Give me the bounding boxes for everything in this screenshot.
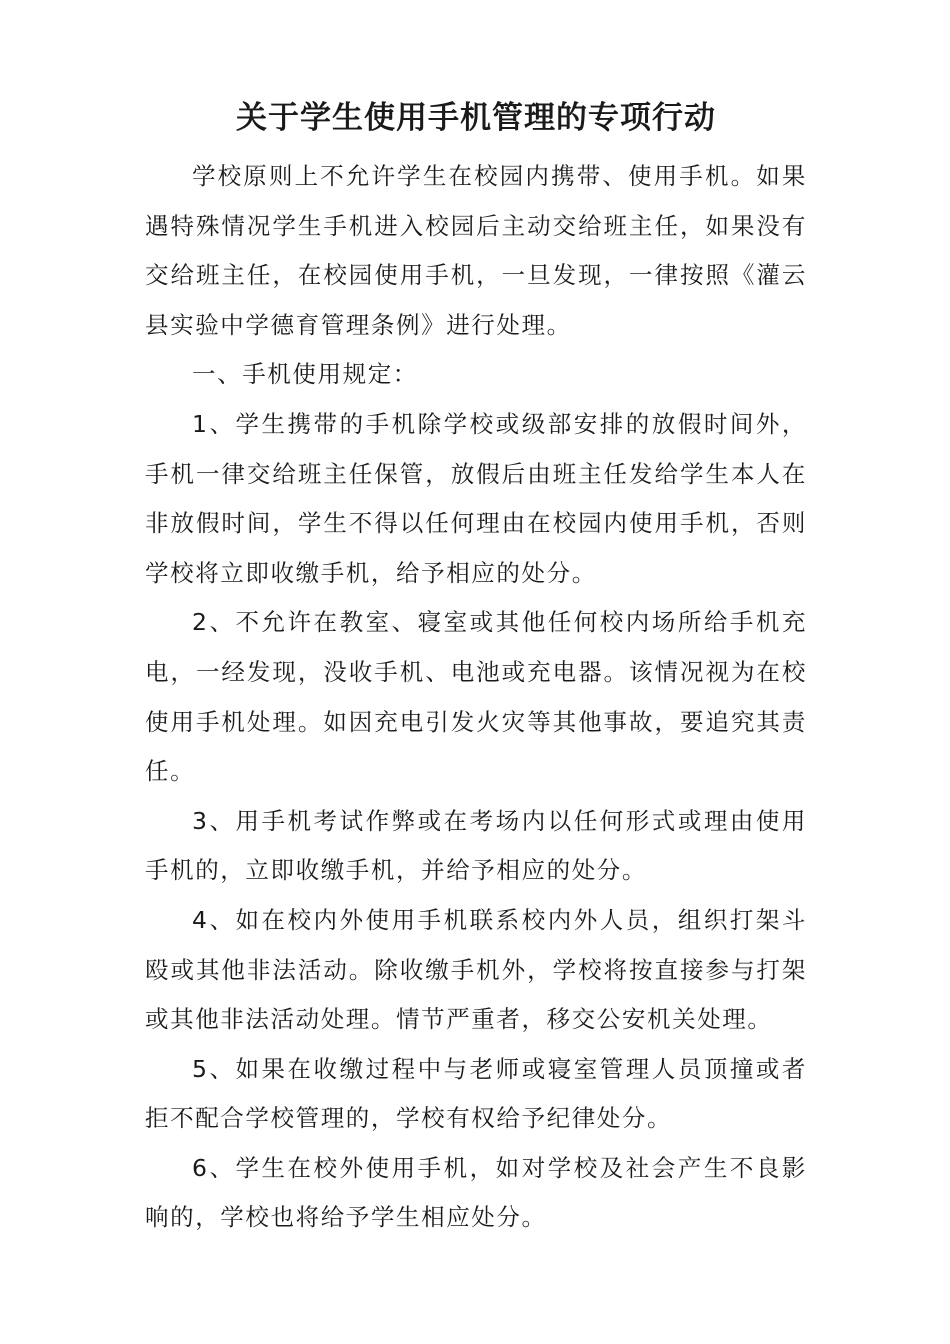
rule-5-paragraph: 5、如果在收缴过程中与老师或寝室管理人员顶撞或者拒不配合学校管理的，学校有权给予纪律处分。 — [145, 1054, 807, 1133]
rule-1-paragraph: 1、学生携带的手机除学校或级部安排的放假时间外，手机一律交给班主任保管，放假后由班主任发给学生本人在非放假时间，学生不得以任何理由在校园内使用手机，否则学校将立即收缴手机，给予相应的处分。 — [145, 409, 807, 587]
document-title: 关于学生使用手机管理的专项行动 — [236, 100, 716, 136]
document-page — [145, 86, 807, 1243]
intro-paragraph: 学校原则上不允许学生在校园内携带、使用手机。如果遇特殊情况学生手机进入校园后主动交给班主任，如果没有交给班主任，在校园使用手机，一旦发现，一律按照《灌云县实验中学德育管理条例》进行处理。 — [145, 162, 807, 339]
rule-2-paragraph: 2、不允许在教室、寝室或其他任何校内场所给手机充电，一经发现，没收手机、电池或充电器。该情况视为在校使用手机处理。如因充电引发火灾等其他事故，要追究其责任。 — [145, 608, 807, 786]
rule-4-paragraph: 4、如在校内外使用手机联系校内外人员，组织打架斗殴或其他非法活动。除收缴手机外，学校将按直接参与打架或其他非法活动处理。情节严重者，移交公安机关处理。 — [145, 905, 807, 1034]
rule-3-paragraph: 3、用手机考试作弊或在考场内以任何形式或理由使用手机的，立即收缴手机，并给予相应的处分。 — [145, 806, 807, 885]
rule-6-paragraph: 6、学生在校外使用手机，如对学校及社会产生不良影响的，学校也将给予学生相应处分。 — [145, 1153, 807, 1232]
section-heading: 一、手机使用规定： — [192, 360, 418, 389]
